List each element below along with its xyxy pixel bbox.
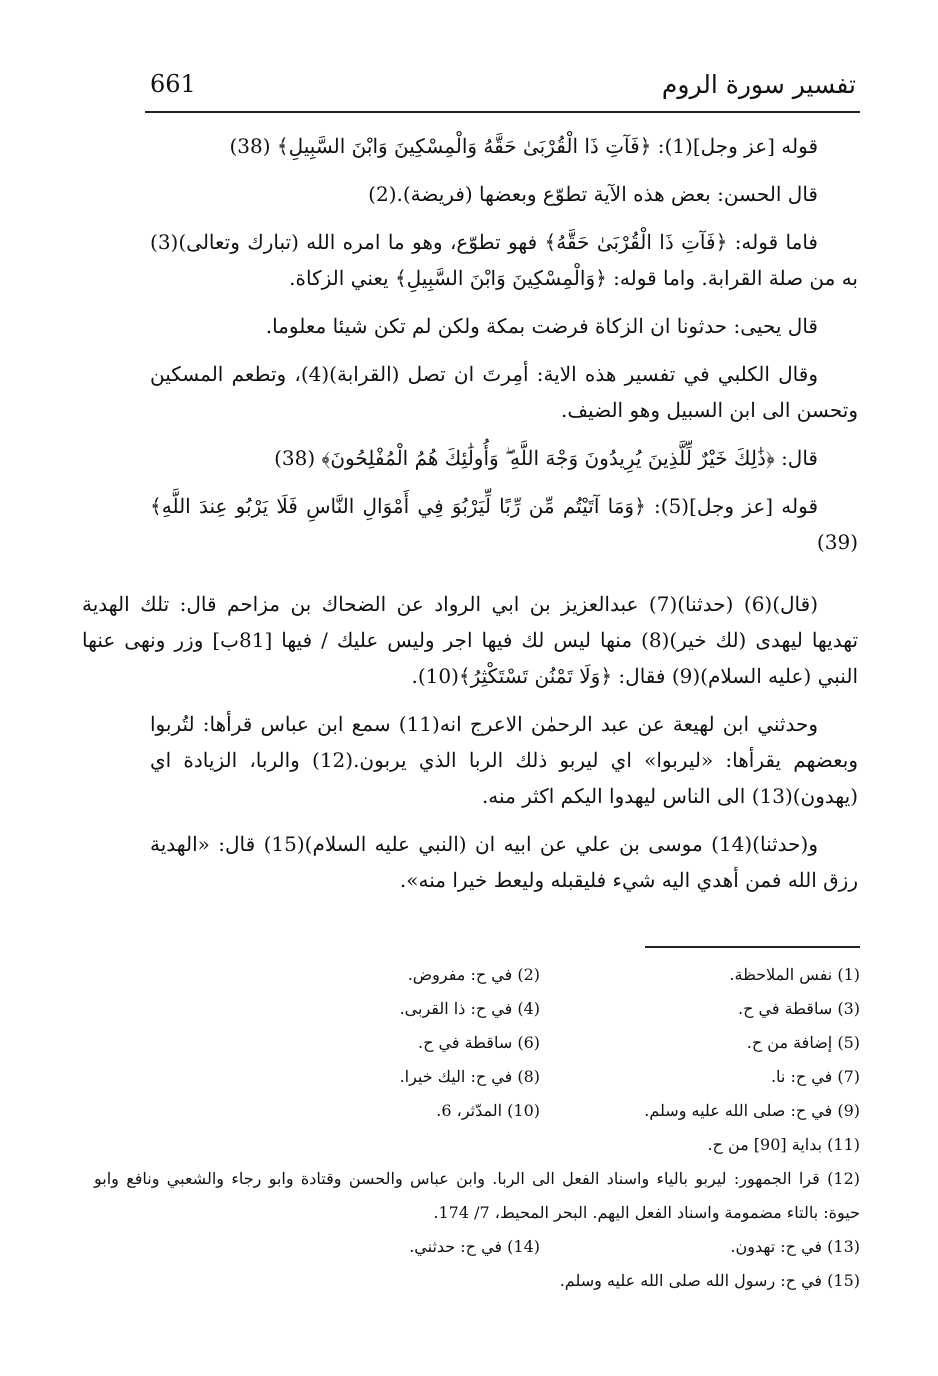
text-paragraph: قال الحسن: بعض هذه الآية تطوّع وبعضها (فريضة).(2) <box>368 182 818 206</box>
footnote: (6) ساقطة في ح. <box>418 1033 540 1052</box>
footnote-row <box>94 1060 860 1094</box>
footnotes <box>94 958 860 1298</box>
verse-paragraph: قوله [عز وجل](5): ﴿وَمَا آتَيْتُم مِّن رِّبًا لِّيَرْبُوَ فِي أَمْوَالِ النَّاسِ فَلَا يَرْبُو عِندَ اللَّهِ﴾ (39) <box>150 494 858 554</box>
footnote: (7) في ح: نا. <box>770 1067 860 1086</box>
footnote-row <box>94 1094 860 1128</box>
verse-paragraph: قوله [عز وجل](1): ﴿فَآتِ ذَا الْقُرْبَىٰ حَقَّهُ وَالْمِسْكِينَ وَابْنَ السَّبِيلِ﴾ (38) <box>229 134 818 158</box>
footnote: (9) في ح: صلى الله عليه وسلم. <box>644 1101 860 1120</box>
text-paragraph: قال يحيى: حدثونا ان الزكاة فرضت بمكة ولكن لم تكن شيئا معلوما. <box>265 314 818 338</box>
footnote-row <box>94 1230 860 1264</box>
footnote-row <box>94 992 860 1026</box>
text-paragraph: وقال الكلبي في تفسير هذه الاية: أمِرتَ ان تصل (القرابة)(4)، وتطعم المسكين وتحسن الى ابن السبيل وهو الضيف. <box>150 362 858 422</box>
footnote: (2) في ح: مفروض. <box>407 965 540 984</box>
header-rule <box>145 111 860 113</box>
footnote: (3) ساقطة في ح. <box>738 999 860 1018</box>
page-number: 661 <box>150 70 196 98</box>
verse-paragraph: قال: ﴿ذَٰلِكَ خَيْرٌ لِّلَّذِينَ يُرِيدُونَ وَجْهَ اللَّهِ ۖ وَأُولَٰئِكَ هُمُ الْمُفْلِحُونَ﴾ (38) <box>274 446 818 470</box>
footnote: (1) نفس الملاحظة. <box>729 965 860 984</box>
footnote-row <box>94 958 860 992</box>
footnote-row <box>94 1026 860 1060</box>
footnote: (13) في ح: تهدون. <box>730 1237 860 1256</box>
footnote: (12) قرا الجمهور: ليربو بالياء واسناد الفعل الى الربا. وابن عباس والحسن وقتادة وابو رجاء والشعبي ونافع وابو حيوة: بالتاء مضمومة واسناد الفعل اليهم. البحر المحيط، 7/ 174. <box>94 1169 860 1222</box>
text-paragraph: و(حدثنا)(14) موسى بن علي عن ابيه ان (النبي عليه السلام)(15) قال: «الهدية رزق الله فمن أهدي اليه شيء فليقبله وليعط خيرا منه». <box>150 832 858 892</box>
footnote: (15) في ح: رسول الله صلى الله عليه وسلم. <box>559 1271 860 1290</box>
footnote: (14) في ح: حدثني. <box>409 1237 540 1256</box>
footnote: (10) المدّثر، 6. <box>436 1101 540 1120</box>
text-paragraph: (قال)(6) (حدثنا)(7) عبدالعزيز بن ابي الرواد عن الضحاك بن مزاحم قال: تلك الهدية تهديها ليهدى (لك خير)(8) منها ليس لك فيها اجر وليس عليك / فيها [81ب] وزر ونهى عنها النبي (عليه السلام)(9) فقال: ﴿وَلَا تَمْنُن تَسْتَكْثِرُ﴾(10). <box>82 592 859 688</box>
footnote-rule <box>645 946 860 948</box>
footnote: (5) إضافة من ح. <box>746 1033 860 1052</box>
footnote: (11) بداية [90] من ح. <box>707 1135 860 1154</box>
main-text <box>82 128 859 910</box>
running-title: تفسير سورة الروم <box>661 70 856 99</box>
text-paragraph: وحدثني ابن لهيعة عن عبد الرحمٰن الاعرج انه(11) سمع ابن عباس قرأها: لتُربوا وبعضهم يقرأها: «ليربوا» اي ليربو ذلك الربا الذي يربون.(12) والربا، الزيادة اي (يهدون)(13) الى الناس ليهدوا اليكم اكثر منه. <box>150 712 858 808</box>
footnote: (8) في ح: اليك خيرا. <box>399 1067 540 1086</box>
footnote: (4) في ح: ذا القربى. <box>399 999 540 1018</box>
text-paragraph: فاما قوله: ﴿فَآتِ ذَا الْقُرْبَىٰ حَقَّهُ﴾ فهو تطوّع، وهو ما امره الله (تبارك وتعالى)(3) به من صلة القرابة. واما قوله: ﴿وَالْمِسْكِينَ وَابْنَ السَّبِيلِ﴾ يعني الزكاة. <box>150 230 858 290</box>
